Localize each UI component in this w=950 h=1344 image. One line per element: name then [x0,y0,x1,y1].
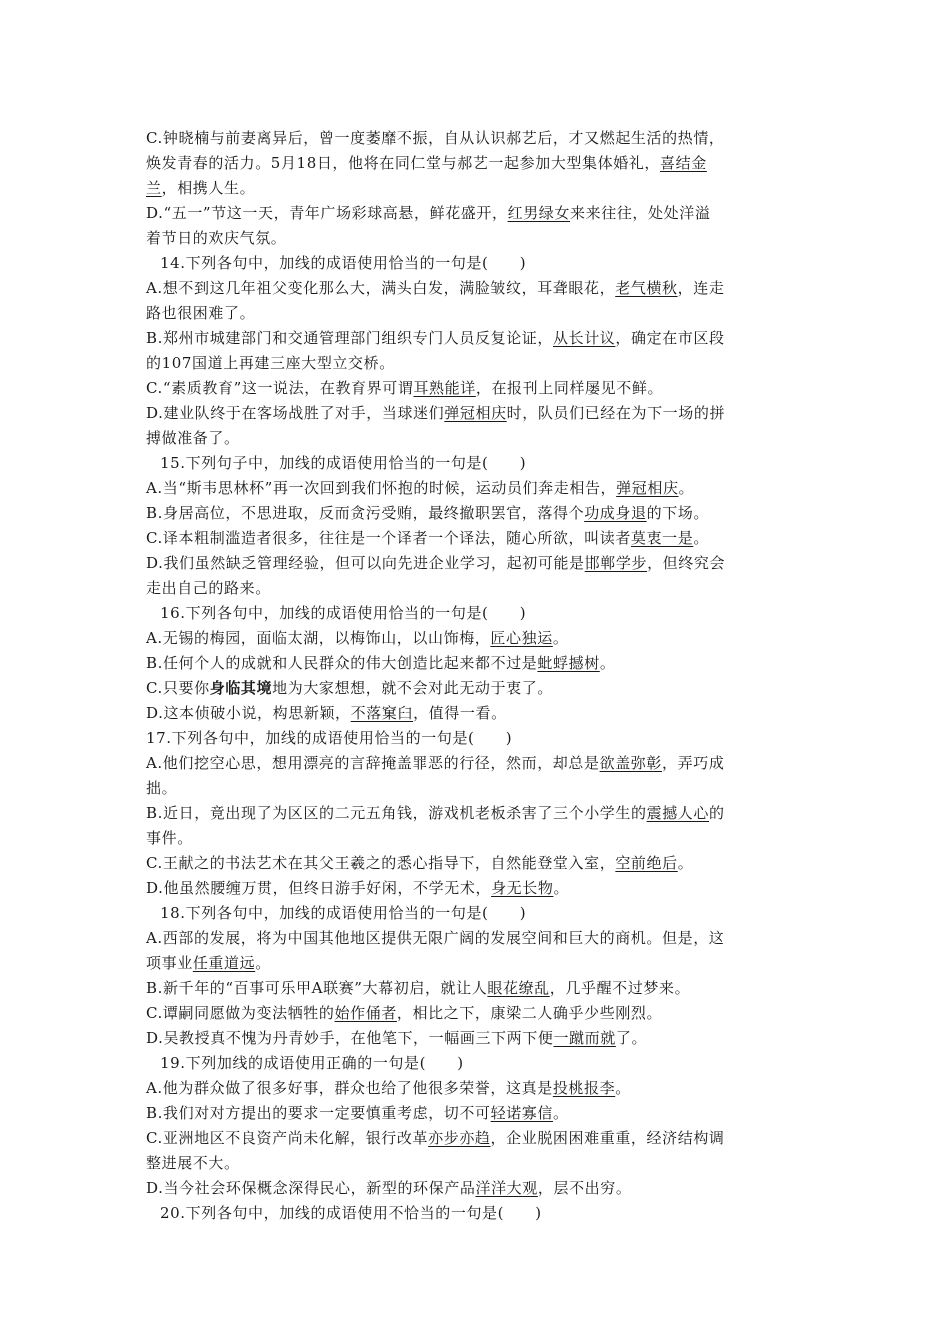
underlined-idiom: 蚍蜉撼树 [537,654,600,672]
text-line [146,526,796,551]
text-span: D.吴教授真不愧为丹青妙手，在他笔下，一幅画三下两下便 [146,1029,554,1047]
text-span: B.新千年的“百事可乐甲A联赛”大幕初启，就让人 [146,979,488,997]
text-line [146,751,796,776]
text-line [146,301,796,326]
text-line [146,801,796,826]
underlined-idiom: 欲盖弥彰 [599,754,663,772]
underlined-idiom: 弹冠相庆 [444,404,507,422]
text-span: D.建业队终于在客场战胜了对手，当球迷们 [146,404,445,422]
text-line [146,651,796,676]
text-line [146,1176,796,1201]
underlined-idiom: 兰 [146,179,162,197]
text-span: C.只要你 [146,679,210,697]
text-line [146,1126,796,1151]
text-span: D.“五一”节这一天，青年广场彩球高悬，鲜花盛开， [146,204,508,222]
text-span: 16.下列各句中，加线的成语使用恰当的一句是( ) [160,604,527,622]
text-line [146,1101,796,1126]
text-line [146,226,796,251]
text-span: 焕发青春的活力。5月18日，他将在同仁堂与郝艺一起参加大型集体婚礼， [146,154,661,172]
text-span: ，确定在市区段 [615,329,725,347]
text-span: 搏做准备了。 [146,429,240,447]
underlined-idiom: 匠心独运 [490,629,553,647]
text-span: 地为大家想想，就不会对此无动于衷了。 [272,679,553,697]
underlined-idiom: 洋洋大观 [475,1179,538,1197]
text-span: 时，队员们已经在为下一场的拼 [506,404,726,422]
text-line [146,701,796,726]
text-span: 。 [553,879,570,897]
text-span: ，在报刊上同样屡见不鲜。 [475,379,664,397]
text-span: ，相比之下，康梁二人确乎少些刚烈。 [396,1004,663,1022]
underlined-idiom: 一蹴而就 [553,1029,616,1047]
text-span: 。 [552,629,569,647]
text-span: C.王献之的书法艺术在其父王羲之的悉心指导下，自然能登堂入室， [146,854,616,872]
underlined-idiom: 眼花缭乱 [487,979,550,997]
text-line [146,551,796,576]
text-span: 来来往往，处处洋溢 [570,204,711,222]
text-line [146,151,796,176]
text-span: C.译本粗制滥造者很多，往往是一个译者一个译法，随心所欲，叫读者 [146,529,631,547]
text-line [146,1151,796,1176]
underlined-idiom: 空前绝后 [615,854,678,872]
text-line [146,626,796,651]
text-span: 20.下列各句中，加线的成语使用不恰当的一句是( ) [160,1204,542,1222]
text-line [146,276,796,301]
text-line [146,951,796,976]
text-span: 着节日的欢庆气氛。 [146,229,287,247]
text-span: C.“素质教育”这一说法，在教育界可谓 [146,379,414,397]
text-span: 的107国道上再建三座大型立交桥。 [146,354,395,372]
text-span: B.身居高位，不思进取，反而贪污受贿，最终撤职罢官，落得个 [146,504,585,522]
question-stem [146,251,796,276]
text-line [146,501,796,526]
question-stem [146,601,796,626]
text-span: 。 [677,854,694,872]
text-line [146,776,796,801]
text-span: ，相携人生。 [161,179,256,197]
text-span: 的 [709,804,725,822]
question-stem [146,901,796,926]
text-span: 。 [553,1104,569,1122]
text-line [146,426,796,451]
text-span: A.想不到这几年祖父变化那么大，满头白发，满脸皱纹，耳聋眼花， [146,279,616,297]
text-span: 。 [693,529,709,547]
underlined-idiom: 邯郸学步 [584,554,648,572]
text-span: 了。 [615,1029,648,1047]
text-span: C.钟晓楠与前妻离异后，曾一度萎靡不振，自从认识郝艺后，才又燃起生活的热情， [146,129,725,147]
text-span: 。 [599,654,616,672]
text-span: B.任何个人的成就和人民群众的伟大创造比起来都不过是 [146,654,538,672]
underlined-idiom: 功成身退 [584,504,647,522]
text-span: 17.下列各句中，加线的成语使用恰当的一句是( ) [146,729,513,747]
text-line [146,476,796,501]
text-span: A.西部的发展，将为中国其他地区提供无限广阔的发展空间和巨大的商机。但是，这 [146,929,725,947]
text-line [146,826,796,851]
text-line [146,726,796,751]
text-span: ，连走 [677,279,725,297]
text-span: 14.下列各句中，加线的成语使用恰当的一句是( ) [160,254,527,272]
text-line [146,201,796,226]
text-span: A.无锡的梅园，面临太湖，以梅饰山，以山饰梅， [146,629,491,647]
text-span: C.亚洲地区不良资产尚未化解，银行改革 [146,1129,429,1147]
text-span: 事件。 [146,829,193,847]
text-span: D.我们虽然缺乏管理经验，但可以向先进企业学习，起初可能是 [146,554,585,572]
text-span: 项事业 [146,954,193,972]
text-span: ，企业脱困困难重重，经济结构调 [490,1129,725,1147]
text-span: ，值得一看。 [413,704,507,722]
text-span: B.我们对对方提出的要求一定要慎重考虑，切不可 [146,1104,491,1122]
text-span: 19.下列加线的成语使用正确的一句是( ) [160,1054,464,1072]
text-span: 拙。 [146,779,178,797]
document-body [146,126,796,1226]
underlined-idiom: 身无长物 [491,879,554,897]
underlined-idiom: 不落窠臼 [350,704,414,722]
text-line [146,326,796,351]
text-line [146,351,796,376]
text-line [146,676,796,701]
text-span: 路也很困难了。 [146,304,256,322]
question-stem [146,1201,796,1226]
question-stem [146,1051,796,1076]
text-line [146,401,796,426]
text-span: A.他们挖空心思，想用漂亮的言辞掩盖罪恶的行径，然而，却总是 [146,754,600,772]
underlined-idiom: 始作俑者 [334,1004,397,1022]
text-span: B.近日，竟出现了为区区的二元五角钱，游戏机老板杀害了三个小学生的 [146,804,647,822]
text-line [146,126,796,151]
text-line [146,876,796,901]
text-span: 15.下列句子中，加线的成语使用恰当的一句是( ) [160,454,527,472]
underlined-idiom: 老气横秋 [615,279,678,297]
underlined-idiom: 亦步亦趋 [428,1129,491,1147]
text-span: D.他虽然腰缠万贯，但终日游手好闲，不学无术， [146,879,492,897]
bold-idiom: 身临其境 [209,679,273,697]
text-span: A.他为群众做了很多好事，群众也给了他很多荣誉，这真是 [146,1079,553,1097]
underlined-idiom: 从长计议 [553,329,616,347]
text-span: 18.下列各句中，加线的成语使用恰当的一句是( ) [160,904,527,922]
text-span: 。 [615,1079,631,1097]
underlined-idiom: 投桃报李 [552,1079,616,1097]
text-line [146,176,796,201]
text-span: ，几乎醒不过梦来。 [549,979,691,997]
underlined-idiom: 弹冠相庆 [616,479,679,497]
underlined-idiom: 红男绿女 [507,204,571,222]
text-span: 走出自己的路来。 [146,579,271,597]
text-span: ，弄巧成 [662,754,725,772]
text-span: 整进展不大。 [146,1154,240,1172]
text-span: D.当今社会环保概念深得民心，新型的环保产品 [146,1179,476,1197]
underlined-idiom: 任重道远 [192,954,256,972]
text-line [146,1026,796,1051]
underlined-idiom: 莫衷一是 [630,529,694,547]
text-span: 。 [255,954,271,972]
underlined-idiom: 轻诺寡信 [490,1104,553,1122]
text-line [146,376,796,401]
underlined-idiom: 喜结金 [660,154,707,172]
text-span: C.谭嗣同愿做为变法牺牲的 [146,1004,335,1022]
text-line [146,576,796,601]
text-line [146,976,796,1001]
text-span: ，层不出穷。 [537,1179,632,1197]
underlined-idiom: 耳熟能详 [413,379,476,397]
text-span: D.这本侦破小说，构思新颖， [146,704,351,722]
text-span: A.当“斯韦思林杯”再一次回到我们怀抱的时候，运动员们奔走相告， [146,479,617,497]
text-span: 。 [678,479,695,497]
question-stem [146,451,796,476]
text-span: 的下场。 [646,504,710,522]
text-span: ，但终究会 [647,554,726,572]
text-line [146,1001,796,1026]
text-span: B.郑州市城建部门和交通管理部门组织专门人员反复论证， [146,329,553,347]
underlined-idiom: 震撼人心 [646,804,710,822]
text-line [146,1076,796,1101]
text-line [146,851,796,876]
text-line [146,926,796,951]
